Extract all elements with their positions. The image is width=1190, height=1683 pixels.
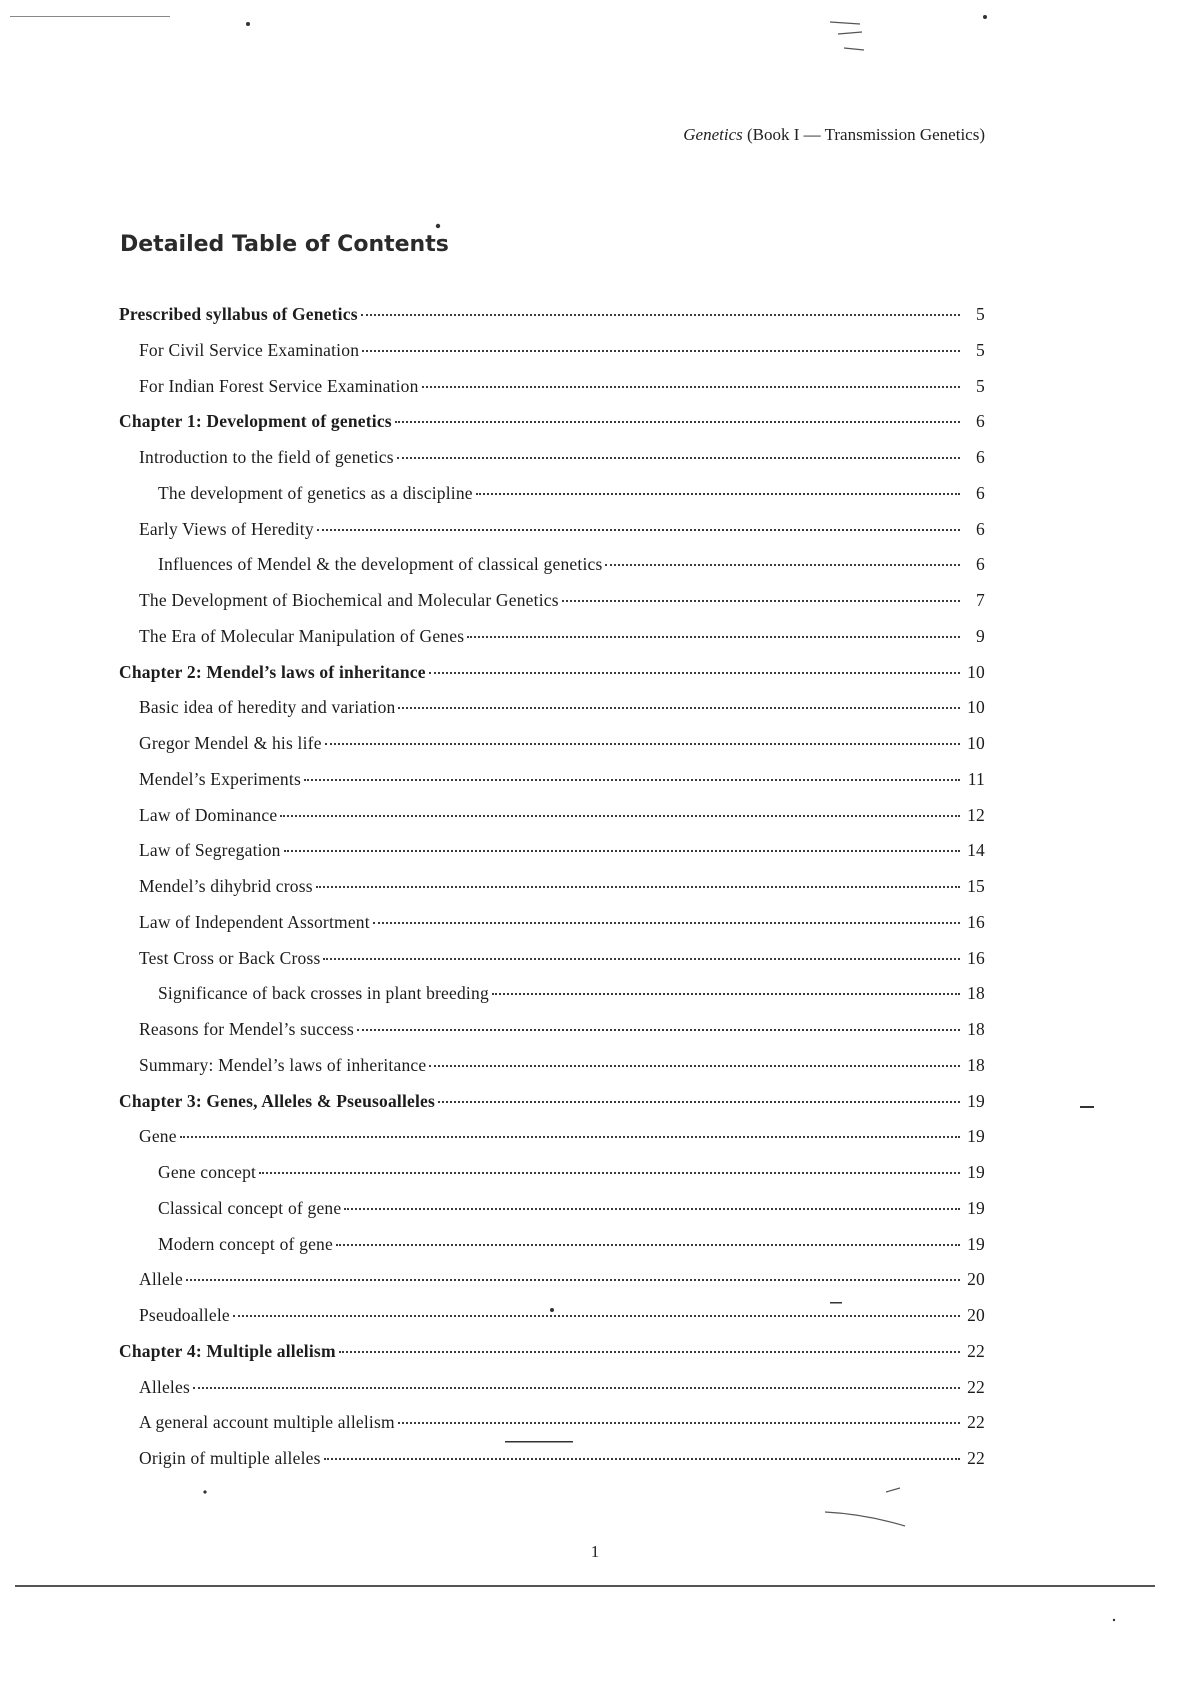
dot-leader bbox=[422, 386, 960, 388]
toc-entry[interactable] bbox=[0, 733, 985, 769]
header-subtitle: (Book I — Transmission Genetics) bbox=[747, 125, 985, 144]
toc-entry[interactable] bbox=[0, 1305, 985, 1341]
toc-entry-label: Classical concept of gene bbox=[158, 1197, 342, 1218]
dot-leader bbox=[361, 314, 960, 316]
toc-entry-page-number: 19 bbox=[967, 1233, 985, 1254]
dot-leader bbox=[284, 850, 960, 852]
toc-entry[interactable] bbox=[0, 769, 985, 805]
toc-entry-page-number: 14 bbox=[967, 840, 985, 861]
toc-entry[interactable] bbox=[0, 662, 985, 698]
toc-entry-label: Early Views of Heredity bbox=[139, 518, 314, 539]
dot-leader bbox=[317, 529, 960, 531]
dot-leader bbox=[429, 672, 960, 674]
toc-entry-page-number: 6 bbox=[976, 554, 985, 575]
dot-leader bbox=[323, 958, 960, 960]
toc-entry[interactable] bbox=[0, 840, 985, 876]
toc-entry-page-number: 20 bbox=[967, 1269, 985, 1290]
dot-leader bbox=[438, 1101, 960, 1103]
toc-entry[interactable] bbox=[0, 1234, 985, 1270]
toc-entry-label: Test Cross or Back Cross bbox=[139, 947, 321, 968]
toc-entry-label: Introduction to the field of genetics bbox=[139, 447, 394, 467]
dot-leader bbox=[304, 779, 960, 781]
toc-entry-label: Allele bbox=[139, 1269, 183, 1290]
toc-entry-page-number: 10 bbox=[967, 697, 985, 718]
toc-entry-page-number: 22 bbox=[967, 1376, 985, 1397]
toc-entry-page-number: 7 bbox=[976, 590, 985, 610]
toc-entry-page-number: 9 bbox=[976, 625, 985, 646]
toc-entry-label: Chapter 3: Genes, Alleles & Pseusoalleles bbox=[119, 1090, 436, 1111]
toc-entry-label: Law of Segregation bbox=[139, 840, 281, 861]
toc-entry-page-number: 6 bbox=[976, 482, 985, 503]
toc-entry[interactable] bbox=[0, 340, 985, 376]
toc-entry-page-number: 22 bbox=[967, 1448, 985, 1468]
toc-entry-label: Origin of multiple alleles bbox=[139, 1448, 321, 1468]
toc-entry-label: Pseudoallele bbox=[139, 1305, 230, 1325]
toc-entry[interactable] bbox=[0, 1019, 985, 1055]
toc-entry-page-number: 19 bbox=[967, 1090, 985, 1111]
toc-entry[interactable] bbox=[0, 1377, 985, 1413]
toc-entry[interactable] bbox=[0, 912, 985, 948]
toc-entry-page-number: 20 bbox=[967, 1305, 985, 1325]
dot-leader bbox=[339, 1351, 960, 1353]
dot-leader bbox=[397, 457, 960, 459]
toc-entry-label: Influences of Mendel & the development of classical genetics bbox=[158, 554, 603, 575]
toc-entry-label: A general account multiple allelism bbox=[139, 1412, 395, 1433]
toc-entry[interactable] bbox=[0, 626, 985, 662]
dot-leader bbox=[316, 886, 960, 888]
footer-rule bbox=[15, 1585, 1155, 1587]
toc-entry[interactable] bbox=[0, 554, 985, 590]
dot-leader bbox=[193, 1387, 960, 1389]
dot-leader bbox=[362, 350, 960, 352]
table-of-contents bbox=[0, 304, 985, 1484]
toc-entry[interactable] bbox=[0, 519, 985, 555]
toc-entry-label: Chapter 1: Development of genetics bbox=[119, 411, 392, 432]
toc-entry-page-number: 19 bbox=[967, 1162, 985, 1182]
toc-entry-page-number: 19 bbox=[967, 1197, 985, 1218]
toc-entry-label: The development of genetics as a discipline bbox=[158, 482, 473, 503]
dot-leader bbox=[398, 1422, 960, 1424]
dot-leader bbox=[357, 1029, 960, 1031]
running-header bbox=[0, 125, 985, 145]
toc-entry-page-number: 6 bbox=[976, 447, 985, 467]
dot-leader bbox=[605, 564, 960, 566]
toc-entry-label: Chapter 2: Mendel’s laws of inheritance bbox=[119, 661, 426, 682]
toc-entry-page-number: 22 bbox=[967, 1340, 985, 1361]
dot-leader bbox=[467, 636, 960, 638]
toc-entry-label: Gene bbox=[139, 1126, 177, 1147]
toc-entry[interactable] bbox=[0, 1198, 985, 1234]
toc-entry-label: Law of Dominance bbox=[139, 804, 278, 825]
page-title: Detailed Table of Contents bbox=[120, 232, 449, 257]
toc-entry-page-number: 5 bbox=[976, 339, 985, 360]
dot-leader bbox=[429, 1065, 960, 1067]
toc-entry-label: Law of Independent Assortment bbox=[139, 911, 370, 932]
dot-leader bbox=[325, 743, 960, 745]
toc-entry-label: For Civil Service Examination bbox=[139, 339, 360, 360]
dot-leader bbox=[344, 1208, 960, 1210]
toc-entry-label: Summary: Mendel’s laws of inheritance bbox=[139, 1054, 427, 1075]
toc-entry-page-number: 15 bbox=[967, 876, 985, 896]
scan-edge-rule bbox=[10, 16, 170, 17]
toc-entry-page-number: 6 bbox=[976, 518, 985, 539]
toc-entry-page-number: 12 bbox=[967, 804, 985, 825]
toc-entry[interactable] bbox=[0, 697, 985, 733]
toc-entry-label: The Development of Biochemical and Molecular Genetics bbox=[139, 590, 559, 610]
toc-entry[interactable] bbox=[0, 805, 985, 841]
toc-entry-page-number: 11 bbox=[967, 768, 985, 789]
toc-entry-label: Mendel’s dihybrid cross bbox=[139, 876, 313, 896]
toc-entry[interactable] bbox=[0, 948, 985, 984]
toc-entry[interactable] bbox=[0, 447, 985, 483]
dot-leader bbox=[324, 1458, 960, 1460]
toc-entry-label: Modern concept of gene bbox=[158, 1233, 333, 1254]
dot-leader bbox=[492, 993, 960, 995]
toc-entry-label: For Indian Forest Service Examination bbox=[139, 375, 419, 396]
toc-entry-page-number: 22 bbox=[967, 1412, 985, 1433]
dot-leader bbox=[233, 1315, 960, 1317]
dot-leader bbox=[398, 707, 960, 709]
dot-leader bbox=[562, 600, 960, 602]
toc-entry[interactable] bbox=[0, 983, 985, 1019]
toc-entry[interactable] bbox=[0, 304, 985, 340]
dot-leader bbox=[186, 1279, 960, 1281]
toc-entry[interactable] bbox=[0, 1448, 985, 1484]
toc-entry-label: Gene concept bbox=[158, 1162, 257, 1182]
toc-entry-label: The Era of Molecular Manipulation of Genes bbox=[139, 625, 465, 646]
header-book-name: Genetics bbox=[683, 125, 743, 144]
toc-entry-page-number: 16 bbox=[967, 911, 985, 932]
toc-entry-page-number: 5 bbox=[976, 375, 985, 396]
toc-entry[interactable] bbox=[0, 1341, 985, 1377]
toc-entry[interactable] bbox=[0, 1055, 985, 1091]
toc-entry[interactable] bbox=[0, 1269, 985, 1305]
toc-entry-page-number: 18 bbox=[967, 1054, 985, 1075]
toc-entry-page-number: 16 bbox=[967, 947, 985, 968]
page-number: 1 bbox=[590, 1542, 600, 1561]
toc-entry-page-number: 18 bbox=[967, 983, 985, 1004]
toc-entry-page-number: 5 bbox=[976, 304, 985, 324]
toc-entry[interactable] bbox=[0, 411, 985, 447]
toc-entry-label: Mendel’s Experiments bbox=[139, 768, 301, 789]
dot-leader bbox=[259, 1172, 960, 1174]
toc-entry-page-number: 19 bbox=[967, 1126, 985, 1147]
toc-entry[interactable] bbox=[0, 876, 985, 912]
toc-entry-label: Basic idea of heredity and variation bbox=[139, 697, 396, 718]
dot-leader bbox=[395, 421, 960, 423]
toc-entry[interactable] bbox=[0, 1412, 985, 1448]
dot-leader bbox=[373, 922, 960, 924]
toc-entry-label: Alleles bbox=[139, 1376, 190, 1397]
toc-entry[interactable] bbox=[0, 376, 985, 412]
toc-entry[interactable] bbox=[0, 1126, 985, 1162]
toc-entry-page-number: 10 bbox=[967, 661, 985, 682]
toc-entry-label: Chapter 4: Multiple allelism bbox=[119, 1340, 336, 1361]
toc-entry-label: Significance of back crosses in plant breeding bbox=[158, 983, 489, 1004]
dot-leader bbox=[280, 815, 960, 817]
toc-entry-label: Prescribed syllabus of Genetics bbox=[119, 304, 358, 324]
toc-entry-label: Gregor Mendel & his life bbox=[139, 733, 322, 753]
toc-entry-page-number: 10 bbox=[967, 733, 985, 753]
dot-leader bbox=[180, 1136, 960, 1138]
dot-leader bbox=[336, 1244, 960, 1246]
toc-entry-label: Reasons for Mendel’s success bbox=[139, 1019, 355, 1039]
toc-entry[interactable] bbox=[0, 590, 985, 626]
toc-entry-page-number: 6 bbox=[976, 411, 985, 432]
dot-leader bbox=[476, 493, 960, 495]
toc-entry[interactable] bbox=[0, 1162, 985, 1198]
toc-entry[interactable] bbox=[0, 483, 985, 519]
toc-entry-page-number: 18 bbox=[967, 1019, 985, 1039]
toc-entry[interactable] bbox=[0, 1091, 985, 1127]
